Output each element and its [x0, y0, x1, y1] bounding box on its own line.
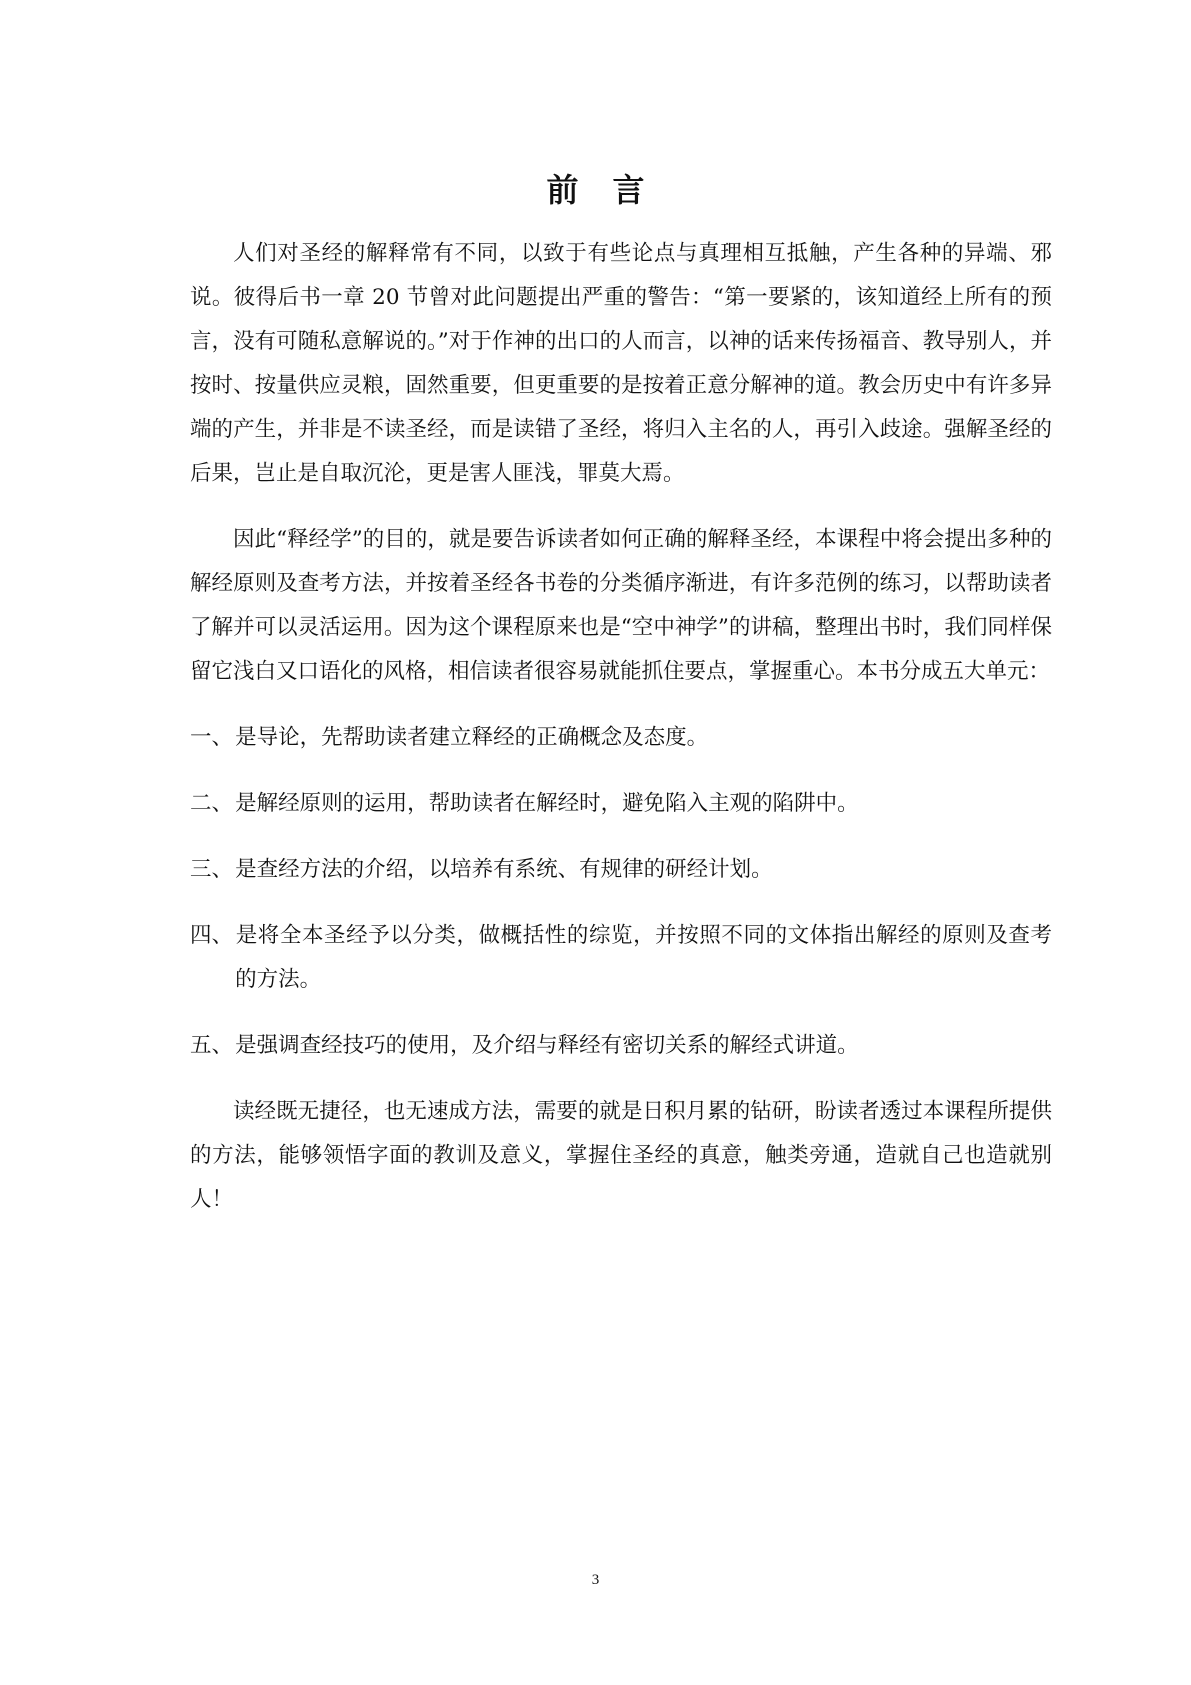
list-item [190, 1024, 1052, 1068]
list-item-number: 五、 [190, 1033, 234, 1058]
paragraph-purpose: 因此“释经学”的目的，就是要告诉读者如何正确的解释圣经，本课程中将会提出多种的解经原则及查考方法，并按着圣经各书卷的分类循序渐进，有许多范例的练习，以帮助读者了解并可以灵活运用。因为这个课程原来也是“空中神学”的讲稿，整理出书时，我们同样保留它浅白又口语化的风格，相信读者很容易就能抓住要点，掌握重心。本书分成五大单元： [190, 527, 1052, 684]
page-title [0, 168, 1191, 212]
list-item-text: 是导论，先帮助读者建立释经的正确概念及态度。 [235, 725, 709, 750]
page-number: 3 [591, 1572, 600, 1588]
paragraph-closing: 读经既无捷径，也无速成方法，需要的就是日积月累的钻研，盼读者透过本课程所提供的方法，能够领悟字面的教训及意义，掌握住圣经的真意，触类旁通，造就自己也造就别人！ [190, 1099, 1052, 1212]
list-item-text: 是将全本圣经予以分类，做概括性的综览，并按照不同的文体指出解经的原则及查考的方法。 [235, 923, 1052, 992]
page-title-char-2: 言 [612, 171, 645, 209]
unit-list [190, 716, 1052, 1068]
page-title-char-1: 前 [546, 171, 579, 209]
list-item [190, 716, 1052, 760]
list-item-text: 是强调查经技巧的使用，及介绍与释经有密切关系的解经式讲道。 [235, 1033, 859, 1058]
list-item-text: 是解经原则的运用，帮助读者在解经时，避免陷入主观的陷阱中。 [235, 791, 859, 816]
list-item [190, 782, 1052, 826]
list-item-number: 三、 [190, 857, 234, 882]
list-item [190, 848, 1052, 892]
paragraph-intro: 人们对圣经的解释常有不同，以致于有些论点与真理相互抵触，产生各种的异端、邪说。彼得后书一章 20 节曾对此问题提出严重的警告：“第一要紧的，该知道经上所有的预言，没有可随私意解说的。”对于作神的出口的人而言，以神的话来传扬福音、教导别人，并按时、按量供应灵粮，固然重要，但更重要的是按着正意分解神的道。教会历史中有许多异端的产生，并非是不读圣经，而是读错了圣经，将归入主名的人，再引入歧途。强解圣经的后果，岂止是自取沉沦，更是害人匪浅，罪莫大焉。 [190, 241, 1052, 486]
list-item-number: 四、 [190, 923, 234, 948]
list-item [190, 914, 1052, 1002]
list-item-text: 是查经方法的介绍，以培养有系统、有规律的研经计划。 [235, 857, 773, 882]
list-item-number: 二、 [190, 791, 234, 816]
list-item-number: 一、 [190, 725, 234, 750]
preface-body [190, 232, 1052, 1244]
